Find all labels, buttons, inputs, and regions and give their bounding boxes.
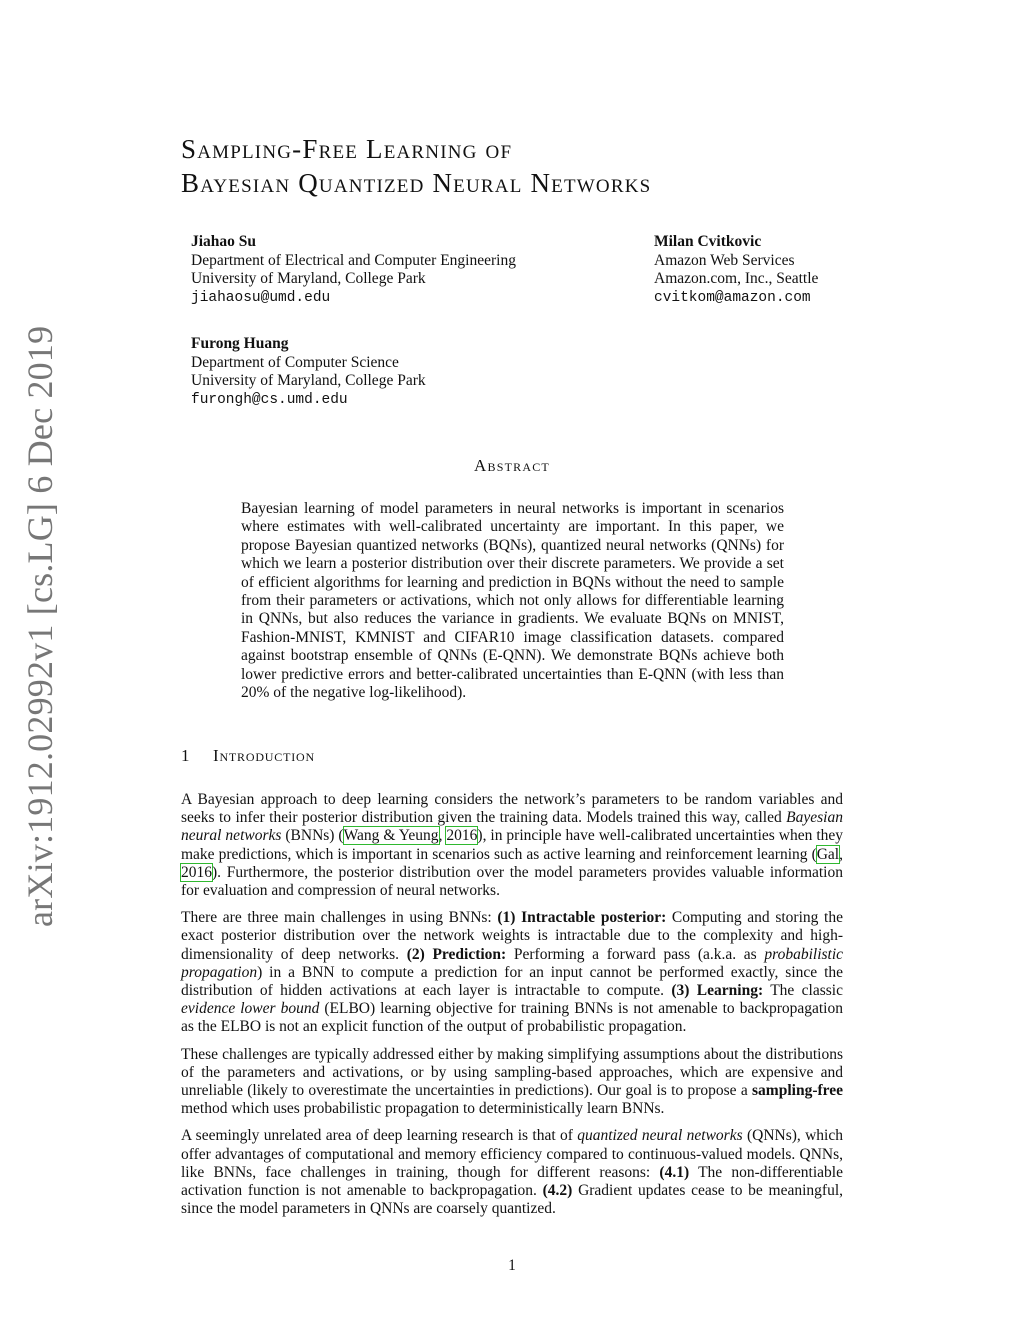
author-email[interactable]: furongh@cs.umd.edu: [191, 391, 348, 408]
arxiv-sidebar-stamp: arXiv:1912.02992v1 [cs.LG] 6 Dec 2019: [20, 325, 60, 927]
section-title: Introduction: [213, 746, 315, 765]
introduction-body: [181, 791, 843, 1227]
paragraph-1: A Bayesian approach to deep learning considers the network’s parameters to be random variables and seeks to infer their posterior distribution given the training data. Models trained this way, called Bayesian neural networks (BNNs) (Wang & Yeung, 2016), in principle have well-calibrated uncertainties when they make predictions, which is important in scenarios such as active learning and reinforcement learning (Gal, 2016). Furthermore, the posterior distribution over the model parameters provides valuable information for evaluation and compression of neural networks.: [181, 791, 844, 900]
author-block-su: [191, 233, 516, 307]
title-line-2: Bayesian Quantized Neural Networks: [181, 168, 652, 198]
section-number: 1: [181, 746, 191, 765]
author-name: Furong Huang: [191, 335, 289, 352]
author-block-huang: [191, 335, 426, 409]
author-dept: Department of Computer Science: [191, 353, 399, 371]
citation-link[interactable]: Wang & Yeung: [343, 827, 439, 845]
paragraph-2: There are three main challenges in using BNNs: (1) Intractable posterior: Computing and storing the exact posterior distribution over the network weights is intractable due to the complexity and high-dimensionality of deep networks. (2) Prediction: Performing a forward pass (a.k.a. as probabilistic propagation) in a BNN to compute a prediction for an input cannot be performed exactly, since the distribution of hidden activations at each layer is intractable to compute. (3) Learning: The classic evidence lower bound (ELBO) learning objective for training BNNs is not amenable to backpropagation as the ELBO is not an explicit function of the output of probabilistic propagation.: [181, 909, 844, 1036]
citation-year-link[interactable]: 2016: [446, 827, 478, 845]
author-email[interactable]: jiahaosu@umd.edu: [191, 289, 331, 306]
paragraph-4: A seemingly unrelated area of deep learning research is that of quantized neural networks (QNNs), which offer advantages of computational and memory efficiency compared to continuous-valued models. QNNs, like BNNs, face challenges in training, though for different reasons: (4.1) The non-differentiable activation function is not amenable to backpropagation. (4.2) Gradient updates cease to be meaningful, since the model parameters in QNNs are coarsely quantized.: [181, 1127, 843, 1218]
section-heading-introduction: [181, 746, 315, 766]
paper-title: [181, 132, 861, 200]
author-org: University of Maryland, College Park: [191, 372, 426, 390]
abstract-heading: Abstract: [474, 456, 550, 475]
title-line-1: Sampling-Free Learning of: [181, 134, 513, 164]
abstract-text: Bayesian learning of model parameters in neural networks is important in scenarios where estimates with well-calibrated uncertainty are important. In this paper, we propose Bayesian quantized networks (BQNs), quantized neural networks (QNNs) for which we learn a posterior distribution over their discrete parameters. We provide a set of efficient algorithms for learning and prediction in BQNs without the need to sample from their parameters or activations, which not only allows for differentiable learning in QNNs, but also reduces the variance in gradients. We evaluate BQNs on MNIST, Fashion-MNIST, KMNIST and CIFAR10 image classification datasets. compared against bootstrap ensemble of QNNs (E-QNN). We demonstrate BQNs achieve both lower predictive errors and better-calibrated uncertainties than E-QNN (with less than 20% of the negative log-likelihood).: [241, 500, 784, 702]
author-org: University of Maryland, College Park: [191, 270, 426, 288]
author-dept: Department of Electrical and Computer Engineering: [191, 251, 516, 269]
page-number: 1: [508, 1257, 516, 1274]
author-org: Amazon.com, Inc., Seattle: [654, 270, 819, 288]
author-name: Jiahao Su: [191, 233, 257, 250]
author-email[interactable]: cvitkom@amazon.com: [654, 289, 811, 306]
author-block-cvitkovic: [654, 233, 818, 307]
author-name: Milan Cvitkovic: [654, 233, 762, 250]
author-dept: Amazon Web Services: [654, 251, 795, 269]
citation-year-link[interactable]: 2016: [181, 863, 212, 881]
paragraph-3: These challenges are typically addressed either by making simplifying assumptions about the distributions of the parameters and activations, or by using sampling-based approaches, which are expensive and unreliable (likely to overestimate the uncertainties in predictions). Our goal is to propose a sampling-free method which uses probabilistic propagation to deterministically learn BNNs.: [181, 1045, 843, 1118]
citation-link[interactable]: Gal: [816, 845, 840, 863]
